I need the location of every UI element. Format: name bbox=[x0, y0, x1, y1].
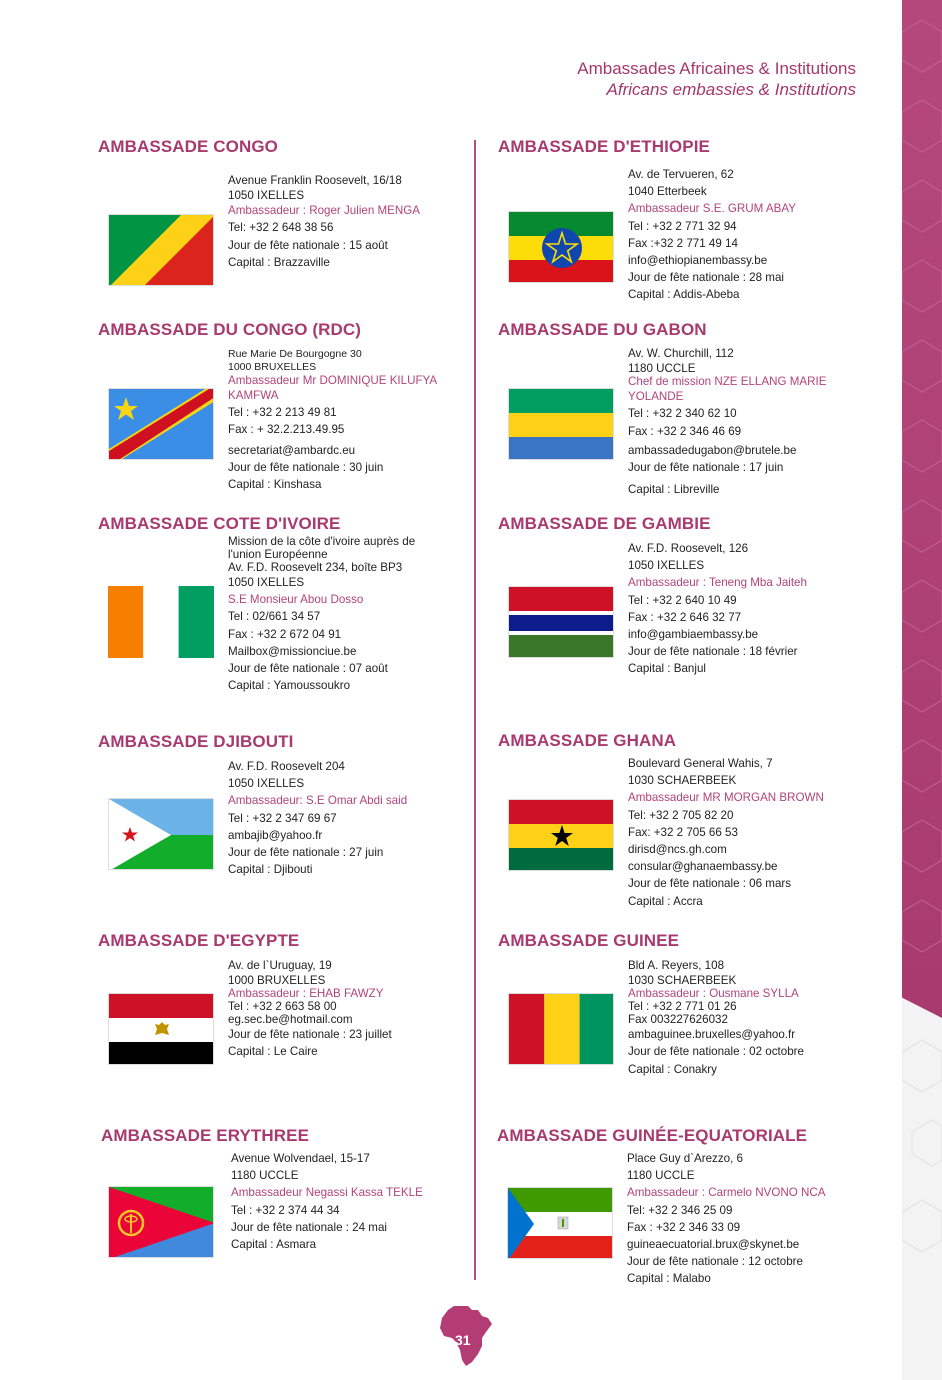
capital-line: Capital : Yamoussoukro bbox=[228, 679, 351, 693]
address-line: Avenue Wolvendael, 15-17 bbox=[231, 1152, 370, 1165]
ambassador-line: S.E Monsieur Abou Dosso bbox=[228, 593, 364, 607]
embassy-info bbox=[228, 347, 468, 493]
embassy-entry-gabon bbox=[498, 320, 878, 510]
embassy-title: AMBASSADE DU GABON bbox=[498, 320, 707, 339]
embassy-entry-drc bbox=[98, 320, 478, 510]
embassy-entry-djibouti bbox=[98, 732, 478, 922]
email-line: Mailbox@missionciue.be bbox=[228, 644, 357, 658]
ambassador-line: Ambassadeur MR MORGAN BROWN bbox=[628, 791, 824, 805]
capital-line: Capital : Conakry bbox=[628, 1062, 717, 1076]
capital-line: Capital : Kinshasa bbox=[228, 478, 322, 492]
fax-line: Fax : + 32.2.213.49.95 bbox=[228, 423, 345, 437]
capital-line: Capital : Malabo bbox=[627, 1272, 711, 1286]
embassy-info bbox=[628, 345, 868, 498]
embassy-title: AMBASSADE GUINEE bbox=[498, 931, 680, 950]
national-day-line: Jour de fête nationale : 24 mai bbox=[231, 1220, 387, 1234]
phone-line: Tel : +32 2 213 49 81 bbox=[228, 406, 337, 420]
phone-line: Tel : +32 2 771 32 94 bbox=[628, 219, 737, 233]
ethiopia-flag bbox=[508, 211, 614, 283]
fax-line: Fax : +32 2 672 04 91 bbox=[228, 627, 342, 641]
header-title-en: Africans embassies & Institutions bbox=[606, 80, 856, 99]
email-line: info@gambiaembassy.be bbox=[628, 628, 759, 642]
djibouti-flag bbox=[108, 798, 214, 870]
phone-line: Tel : +32 2 771 01 26 bbox=[628, 1000, 737, 1014]
embassy-title: AMBASSADE DJIBOUTI bbox=[98, 732, 294, 751]
embassy-title: AMBASSADE D'ETHIOPIE bbox=[498, 137, 710, 156]
phone-line: Tel : +32 2 374 44 34 bbox=[231, 1203, 340, 1217]
capital-line: Capital : Djibouti bbox=[228, 863, 313, 877]
phone-line: Tel: +32 2 346 25 09 bbox=[627, 1203, 733, 1217]
embassy-entry-cote-divoire bbox=[98, 514, 478, 704]
city-line: 1050 IXELLES bbox=[628, 559, 705, 573]
ambassador-line: Ambassadeur : Teneng Mba Jaiteh bbox=[628, 576, 807, 590]
address-line: Boulevard General Wahis, 7 bbox=[628, 757, 773, 770]
embassy-info bbox=[627, 1150, 867, 1288]
national-day-line: Jour de fête nationale : 07 août bbox=[228, 662, 388, 676]
embassy-title: AMBASSADE CONGO bbox=[98, 137, 279, 156]
embassy-entry-congo bbox=[98, 137, 478, 327]
capital-line: Capital : Addis-Abeba bbox=[628, 288, 740, 302]
embassy-title: AMBASSADE D'EGYPTE bbox=[98, 931, 300, 950]
ghana-flag bbox=[508, 799, 614, 871]
embassy-info bbox=[628, 540, 868, 678]
national-day-line: Jour de fête nationale : 30 juin bbox=[228, 460, 384, 474]
embassy-info bbox=[228, 957, 468, 1061]
phone-line: Tel: +32 2 705 82 20 bbox=[628, 808, 734, 822]
ambassador-line: Ambassadeur : Roger Julien MENGA bbox=[228, 204, 421, 218]
email-line: ambajib@yahoo.fr bbox=[228, 828, 323, 842]
embassy-title: AMBASSADE GUINÉE-EQUATORIALE bbox=[497, 1126, 808, 1145]
address-line: Rue Marie De Bourgogne 30 bbox=[228, 348, 362, 360]
ivory-coast-flag bbox=[108, 586, 214, 658]
national-day-line: Jour de fête nationale : 06 mars bbox=[628, 877, 792, 891]
ambassador-line: Ambassadeur : Ousmane SYLLA bbox=[628, 987, 799, 1001]
ambassador-line: Ambassadeur S.E. GRUM ABAY bbox=[628, 202, 796, 216]
embassy-entry-ethiopia bbox=[498, 137, 878, 327]
email-line: dirisd@ncs.gh.com bbox=[628, 843, 727, 857]
gambia-flag bbox=[508, 586, 614, 658]
address-line: Av. F.D. Roosevelt, 126 bbox=[628, 542, 749, 555]
embassy-info bbox=[228, 758, 468, 878]
address-line: Avenue Franklin Roosevelt, 16/18 bbox=[228, 174, 402, 187]
eritrea-flag bbox=[108, 1186, 214, 1258]
address-line: Av. W. Churchill, 112 bbox=[628, 347, 734, 360]
address-line: Place Guy d`Arezzo, 6 bbox=[627, 1152, 743, 1165]
city-line: 1180 UCCLE bbox=[627, 1169, 695, 1183]
page-number-badge bbox=[438, 1304, 494, 1370]
embassy-info bbox=[628, 957, 868, 1078]
drc-flag bbox=[108, 388, 214, 460]
ambassador-line: Ambassadeur : EHAB FAWZY bbox=[228, 987, 384, 1001]
congo-flag bbox=[108, 214, 214, 286]
fax-line: Fax : +32 2 346 46 69 bbox=[628, 424, 742, 438]
phone-line: Tel : +32 2 347 69 67 bbox=[228, 811, 337, 825]
city-line: 1050 IXELLES bbox=[228, 576, 305, 589]
gabon-flag bbox=[508, 388, 614, 460]
national-day-line: Jour de fête nationale : 15 août bbox=[228, 238, 388, 252]
embassy-title: AMBASSADE DU CONGO (RDC) bbox=[98, 320, 362, 339]
header-title-fr: Ambassades Africaines & Institutions bbox=[577, 59, 856, 78]
city-line: 1040 Etterbeek bbox=[628, 185, 707, 199]
embassy-entry-guinea bbox=[498, 931, 878, 1121]
fax-line: Fax 003227626032 bbox=[628, 1013, 728, 1027]
address-line: Bld A. Reyers, 108 bbox=[628, 959, 725, 972]
city-line: 1180 UCCLE bbox=[628, 362, 696, 376]
fax-line: Fax: +32 2 705 66 53 bbox=[628, 825, 738, 839]
ambassador-line: Chef de mission NZE ELLANG MARIE bbox=[628, 375, 827, 389]
page-header bbox=[577, 58, 856, 100]
embassy-info bbox=[228, 535, 468, 694]
embassy-entry-eritrea bbox=[101, 1126, 481, 1316]
email-line: secretariat@ambardc.eu bbox=[228, 443, 356, 457]
capital-line: Capital : Brazzaville bbox=[228, 255, 330, 269]
ambassador-line: Ambassadeur: S.E Omar Abdi said bbox=[228, 794, 408, 808]
embassy-info bbox=[628, 755, 868, 910]
ambassador-line: Ambassadeur Mr DOMINIQUE KILUFYA bbox=[228, 374, 438, 387]
email-line: ambaguinee.bruxelles@yahoo.fr bbox=[628, 1028, 796, 1042]
fax-line: Fax : +32 2 646 32 77 bbox=[628, 610, 742, 624]
national-day-line: Jour de fête nationale : 27 juin bbox=[228, 846, 384, 860]
embassy-entry-egypt bbox=[98, 931, 478, 1121]
city-line: 1050 IXELLES bbox=[228, 189, 305, 203]
embassy-info bbox=[228, 172, 468, 271]
guinea-flag bbox=[508, 993, 614, 1065]
capital-line: Capital : Libreville bbox=[628, 483, 720, 497]
capital-line: Capital : Le Caire bbox=[228, 1045, 318, 1059]
email-line: ambassadedugabon@brutele.be bbox=[628, 443, 797, 457]
equatorial-guinea-flag bbox=[507, 1187, 613, 1259]
embassy-info bbox=[231, 1150, 471, 1253]
address-line: Av. de Tervueren, 62 bbox=[628, 168, 734, 181]
capital-line: Capital : Asmara bbox=[231, 1238, 317, 1252]
address-line: Mission de la côte d'ivoire auprès de bbox=[228, 535, 416, 548]
phone-line: Tel : +32 2 663 58 00 bbox=[228, 1000, 337, 1014]
capital-line: Capital : Banjul bbox=[628, 662, 706, 676]
city-line: 1050 IXELLES bbox=[228, 777, 305, 791]
national-day-line: Jour de fête nationale : 23 juillet bbox=[228, 1028, 392, 1042]
fax-line: Fax :+32 2 771 49 14 bbox=[628, 236, 738, 250]
national-day-line: Jour de fête nationale : 28 mai bbox=[628, 271, 784, 285]
page-number: 31 bbox=[455, 1332, 471, 1348]
address-line-2: l'union Européenne bbox=[228, 548, 328, 561]
phone-line: Tel: +32 2 648 38 56 bbox=[228, 221, 334, 235]
ambassador-line: Ambassadeur : Carmelo NVONO NCA bbox=[627, 1186, 826, 1200]
ambassador-line-2: KAMFWA bbox=[228, 389, 279, 402]
email-line: info@ethiopianembassy.be bbox=[628, 254, 768, 268]
city-line: 1030 SCHAERBEEK bbox=[628, 974, 737, 988]
embassy-title: AMBASSADE DE GAMBIE bbox=[498, 514, 711, 533]
city-line: 1000 BRUXELLES bbox=[228, 974, 326, 988]
email-line: guineaecuatorial.brux@skynet.be bbox=[627, 1238, 800, 1252]
email-line: eg.sec.be@hotmail.com bbox=[228, 1013, 353, 1027]
embassy-entry-ghana bbox=[498, 731, 878, 921]
embassy-entry-equatorial-guinea bbox=[497, 1126, 877, 1316]
fax-line: Fax : +32 2 346 33 09 bbox=[627, 1220, 741, 1234]
address-line: Av. F.D. Roosevelt 204 bbox=[228, 760, 345, 773]
phone-line: Tel : +32 2 640 10 49 bbox=[628, 593, 737, 607]
address-line-3: Av. F.D. Roosevelt 234, boîte BP3 bbox=[228, 561, 403, 574]
embassy-title: AMBASSADE GHANA bbox=[498, 731, 677, 750]
national-day-line: Jour de fête nationale : 12 octobre bbox=[627, 1255, 803, 1269]
side-tab bbox=[902, 0, 942, 1018]
embassy-title: AMBASSADE ERYTHREE bbox=[101, 1126, 310, 1145]
embassy-info bbox=[628, 166, 868, 304]
ambassador-line: Ambassadeur Negassi Kassa TEKLE bbox=[231, 1186, 423, 1200]
address-line: Av. de l`Uruguay, 19 bbox=[228, 959, 332, 972]
national-day-line: Jour de fête nationale : 17 juin bbox=[628, 461, 784, 475]
ambassador-line-2: YOLANDE bbox=[628, 390, 684, 404]
embassy-entry-gambia bbox=[498, 514, 878, 704]
city-line: 1180 UCCLE bbox=[231, 1169, 299, 1183]
city-line: 1000 BRUXELLES bbox=[228, 361, 317, 373]
email-line-2: consular@ghanaembassy.be bbox=[628, 860, 778, 874]
city-line: 1030 SCHAERBEEK bbox=[628, 774, 737, 788]
phone-line: Tel : 02/661 34 57 bbox=[228, 610, 321, 624]
national-day-line: Jour de fête nationale : 18 février bbox=[628, 645, 798, 659]
egypt-flag bbox=[108, 993, 214, 1065]
embassy-title: AMBASSADE COTE D'IVOIRE bbox=[98, 514, 341, 533]
capital-line: Capital : Accra bbox=[628, 894, 703, 908]
national-day-line: Jour de fête nationale : 02 octobre bbox=[628, 1045, 804, 1059]
phone-line: Tel : +32 2 340 62 10 bbox=[628, 407, 737, 421]
